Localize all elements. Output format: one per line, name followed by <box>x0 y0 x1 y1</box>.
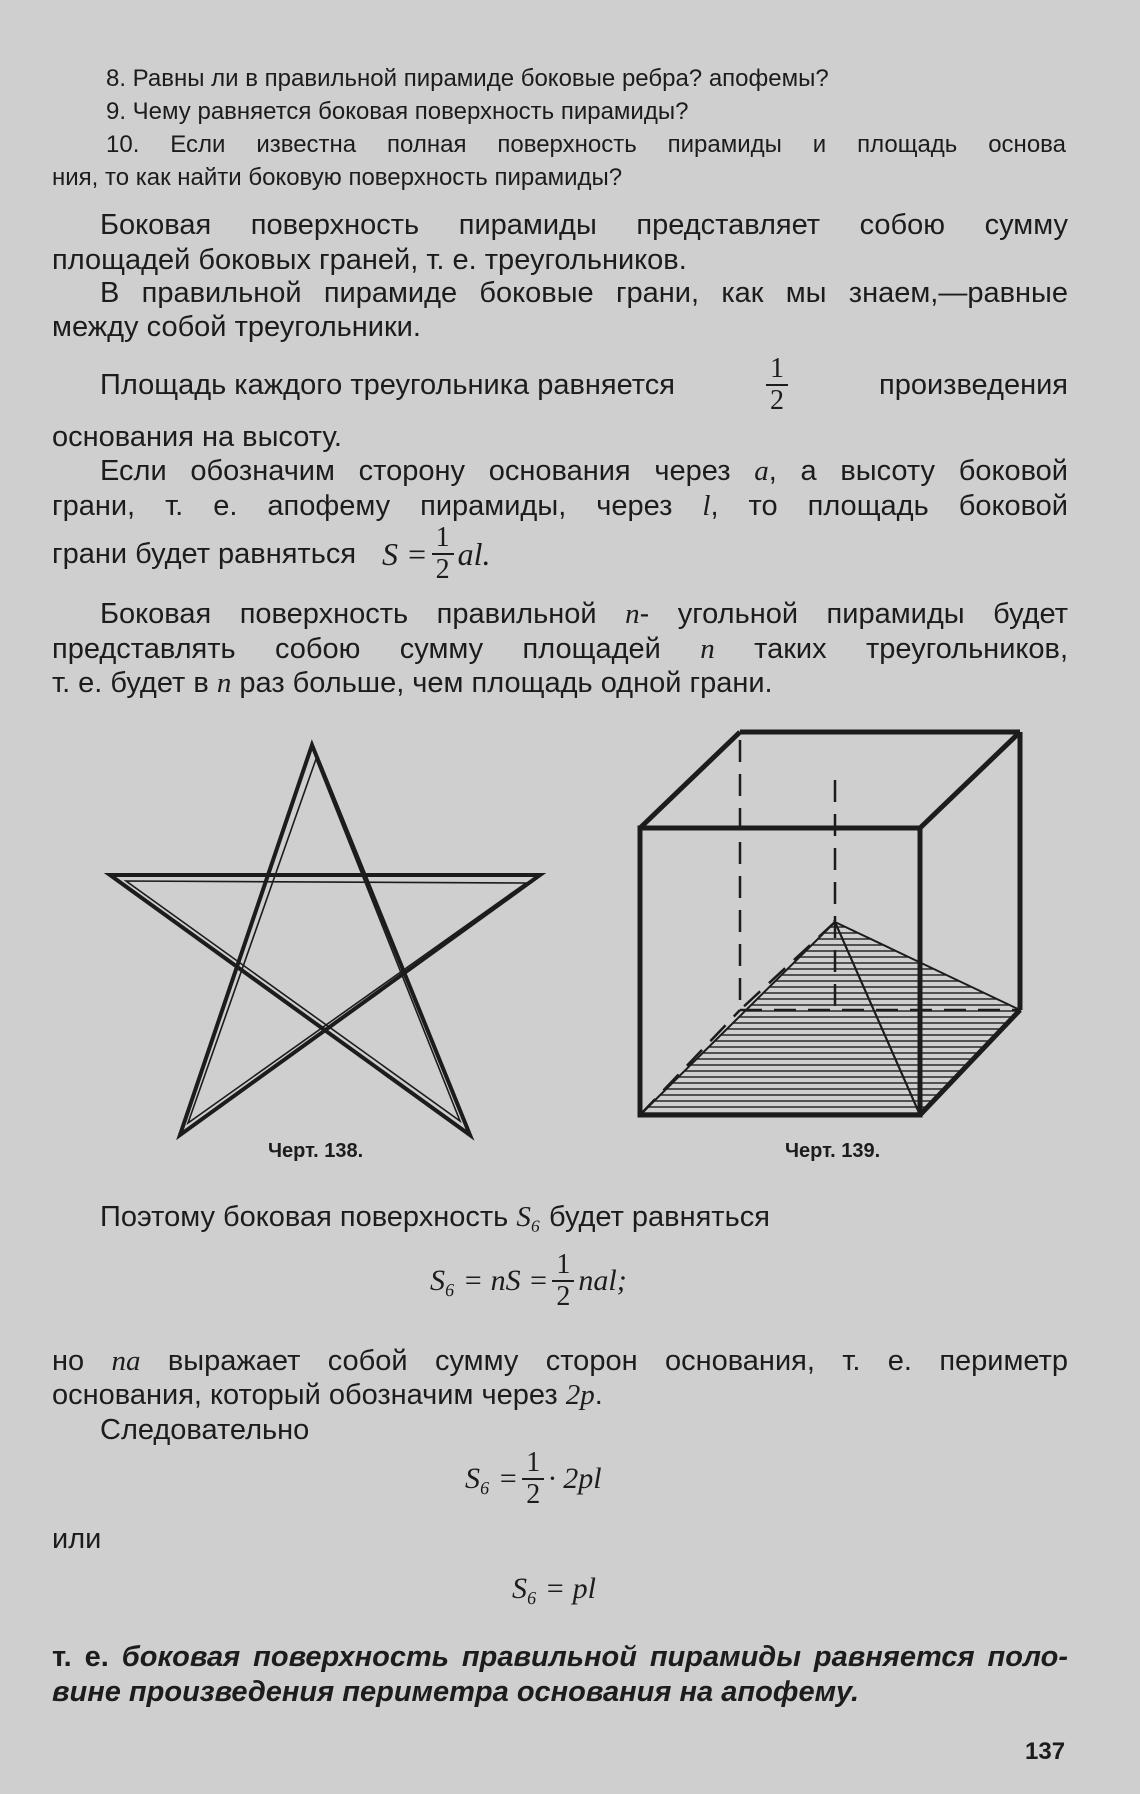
p7-text: . <box>594 1379 603 1411</box>
p4-text: Если обозначим сторону основания через <box>100 455 755 487</box>
figure-138-caption: Черт. 138. <box>268 1140 364 1162</box>
fraction-denominator: 2 <box>435 554 450 585</box>
fraction-numerator: 1 <box>522 1448 544 1480</box>
paragraph-6 <box>100 1200 1068 1235</box>
p4-text: грани, т. е. апофему пирамиды, через <box>52 490 703 522</box>
fraction-one-half <box>522 1448 544 1510</box>
figure-139-caption: Черт. 139. <box>785 1140 881 1162</box>
p7-text: основания, который обозначим через <box>52 1379 566 1411</box>
paragraph-5-line2 <box>52 632 1068 667</box>
question-10-line2: ния, то как найти боковую поверхность пирамиды? <box>52 164 623 191</box>
variable-n: n <box>700 633 715 665</box>
variable-na: na <box>111 1345 141 1377</box>
formula-lateral-surface-1 <box>430 1250 627 1312</box>
fraction-denominator: 2 <box>526 1479 541 1510</box>
variable-2p: 2p <box>565 1379 595 1411</box>
paragraph-1-line2: площадей боковых граней, т. е. треугольников. <box>52 244 687 276</box>
conclusion-text: боковая поверхность правильной пирамиды равняется поло- <box>121 1641 1069 1673</box>
question-10-line1: 10. Если известна полная поверхность пирамиды и площадь основа <box>106 131 1066 158</box>
p7-text: но <box>52 1345 112 1377</box>
fraction-one-half <box>552 1250 574 1312</box>
paragraph-2-line2: между собой треугольники. <box>52 311 421 343</box>
variable-S6: S₆ <box>516 1201 541 1233</box>
fraction-numerator: 1 <box>432 523 454 555</box>
formula1-rhs: nal; <box>578 1264 627 1297</box>
formula2-rhs: · 2pl <box>548 1462 602 1495</box>
fraction-denominator: 2 <box>556 1281 571 1312</box>
paragraph-5-line3 <box>52 666 1020 701</box>
paragraph-1-line1: Боковая поверхность пирамиды представляет собою сумму <box>100 209 1068 241</box>
fraction-one-half <box>766 354 788 416</box>
paragraph-4-line2 <box>52 489 1068 524</box>
p5-text: таких треугольников, <box>714 633 1068 665</box>
variable-n: n <box>216 667 232 699</box>
p4-text: грани будет равняться <box>52 537 357 570</box>
variable-a: a <box>754 455 769 487</box>
conclusion-line1 <box>52 1640 1068 1675</box>
paragraph-8: Следовательно <box>100 1414 310 1446</box>
p6-text: будет равняться <box>540 1201 770 1233</box>
fraction-one-half <box>432 523 454 585</box>
figure-cube-with-pyramid <box>620 720 1030 1130</box>
question-9: 9. Чему равняется боковая поверхность пирамиды? <box>106 98 689 125</box>
conclusion-line2: вине произведения периметра основания на апофему. <box>52 1676 860 1708</box>
fraction-numerator: 1 <box>766 354 788 386</box>
paragraph-3-text-before: Площадь каждого треугольника равняется <box>100 368 675 401</box>
p4-text: , то площадь боковой <box>710 490 1068 522</box>
p5-text: Боковая поверхность правильной <box>100 598 626 630</box>
paragraph-9: или <box>52 1523 102 1555</box>
paragraph-3-line2: основания на высоту. <box>52 421 342 453</box>
conclusion-prefix: т. е. <box>52 1641 122 1673</box>
formula2-lhs: S₆ = <box>465 1462 519 1495</box>
p7-text: выражает собой сумму сторон основания, т. е. периметр <box>140 1345 1068 1377</box>
p5-text: т. е. будет в <box>52 667 217 699</box>
formula1-lhs: S₆ = nS = <box>430 1264 549 1297</box>
formula-S: S = <box>382 535 428 572</box>
paragraph-3-line1 <box>100 354 1068 416</box>
p5-text: представлять собою сумму площадей <box>52 633 701 665</box>
question-8: 8. Равны ли в правильной пирамиде боковые ребра? апофемы? <box>106 65 829 92</box>
p5-text: - угольной пирамиды будет <box>639 598 1068 630</box>
page-number: 137 <box>1025 1738 1066 1765</box>
paragraph-5-line1 <box>100 597 1068 632</box>
paragraph-7-line1 <box>52 1344 1068 1379</box>
fraction-numerator: 1 <box>552 1250 574 1282</box>
p4-text: , а высоту боковой <box>768 455 1068 487</box>
paragraph-4-line3 <box>52 523 1020 585</box>
p5-text: раз больше, чем площадь одной грани. <box>231 667 773 699</box>
paragraph-3-text-after: произведения <box>879 368 1068 401</box>
paragraph-4-line1 <box>100 454 1068 489</box>
formula-lateral-surface-3: S₆ = pl <box>512 1572 597 1605</box>
figure-star-pentagram <box>90 735 560 1145</box>
variable-n: n <box>625 598 640 630</box>
paragraph-7-line2 <box>52 1378 1020 1413</box>
fraction-denominator: 2 <box>769 385 784 416</box>
formula-al: al. <box>457 535 491 572</box>
paragraph-2-line1: В правильной пирамиде боковые грани, как мы знаем,—равные <box>100 277 1068 309</box>
formula-lateral-surface-2 <box>465 1448 602 1510</box>
p6-text: Поэтому боковая поверхность <box>100 1201 517 1233</box>
variable-l: l <box>702 490 711 522</box>
